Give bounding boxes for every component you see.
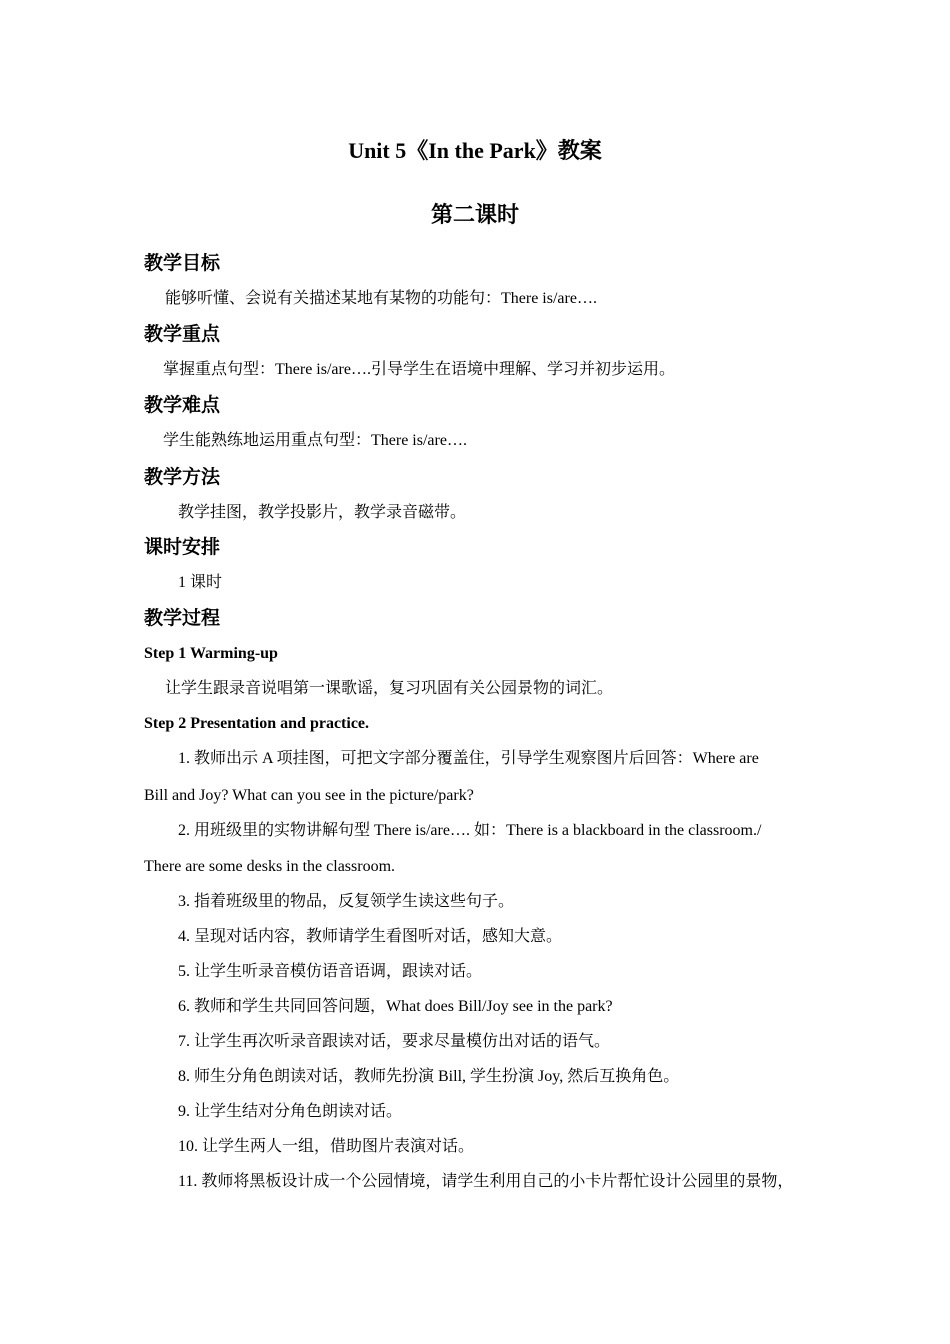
heading-methods: 教学方法 [144, 467, 221, 488]
list-item: 10. 让学生两人一组，借助图片表演对话。 [178, 1138, 475, 1155]
text-objectives: 能够听懂、会说有关描述某地有某物的功能句：There is/are…. [165, 290, 597, 307]
heading-process: 教学过程 [144, 608, 221, 629]
lesson-subtitle: 第二课时 [430, 202, 519, 227]
list-item: 1. 教师出示 A 项挂图，可把文字部分覆盖住，引导学生观察图片后回答：Where are [178, 750, 759, 767]
heading-schedule: 课时安排 [144, 537, 221, 558]
list-item: 3. 指着班级里的物品，反复领学生读这些句子。 [178, 893, 515, 910]
heading-objectives: 教学目标 [144, 253, 221, 274]
list-item: 6. 教师和学生共同回答问题，What does Bill/Joy see in the park? [178, 998, 613, 1015]
text-methods: 教学挂图，教学投影片，教学录音磁带。 [178, 504, 467, 521]
text-schedule: 1 课时 [178, 574, 223, 591]
list-item-continuation: There are some desks in the classroom. [144, 858, 396, 875]
text-difficulties: 学生能熟练地运用重点句型：There is/are…. [163, 432, 467, 449]
list-item: 9. 让学生结对分角色朗读对话。 [178, 1103, 403, 1120]
list-item: 2. 用班级里的实物讲解句型 There is/are…. 如：There is a blackboard in the classroom./ [178, 822, 762, 839]
list-item: 11. 教师将黑板设计成一个公园情境，请学生利用自己的小卡片帮忙设计公园里的景物， [178, 1173, 794, 1190]
step1-heading: Step 1 Warming-up [144, 645, 278, 662]
list-item: 8. 师生分角色朗读对话，教师先扮演 Bill, 学生扮演 Joy, 然后互换角色。 [178, 1068, 680, 1085]
text-key-points: 掌握重点句型：There is/are….引导学生在语境中理解、学习并初步运用。 [163, 361, 675, 378]
heading-difficulties: 教学难点 [144, 395, 221, 416]
list-item: 5. 让学生听录音模仿语音语调，跟读对话。 [178, 963, 483, 980]
list-item-continuation: Bill and Joy? What can you see in the picture/park? [144, 787, 474, 804]
document-title: Unit 5《In the Park》教案 [348, 138, 602, 163]
list-item: 7. 让学生再次听录音跟读对话，要求尽量模仿出对话的语气。 [178, 1033, 611, 1050]
step1-text: 让学生跟录音说唱第一课歌谣，复习巩固有关公园景物的词汇。 [165, 680, 614, 697]
step2-heading: Step 2 Presentation and practice. [144, 715, 370, 732]
heading-key-points: 教学重点 [144, 324, 221, 345]
list-item: 4. 呈现对话内容，教师请学生看图听对话，感知大意。 [178, 928, 563, 945]
